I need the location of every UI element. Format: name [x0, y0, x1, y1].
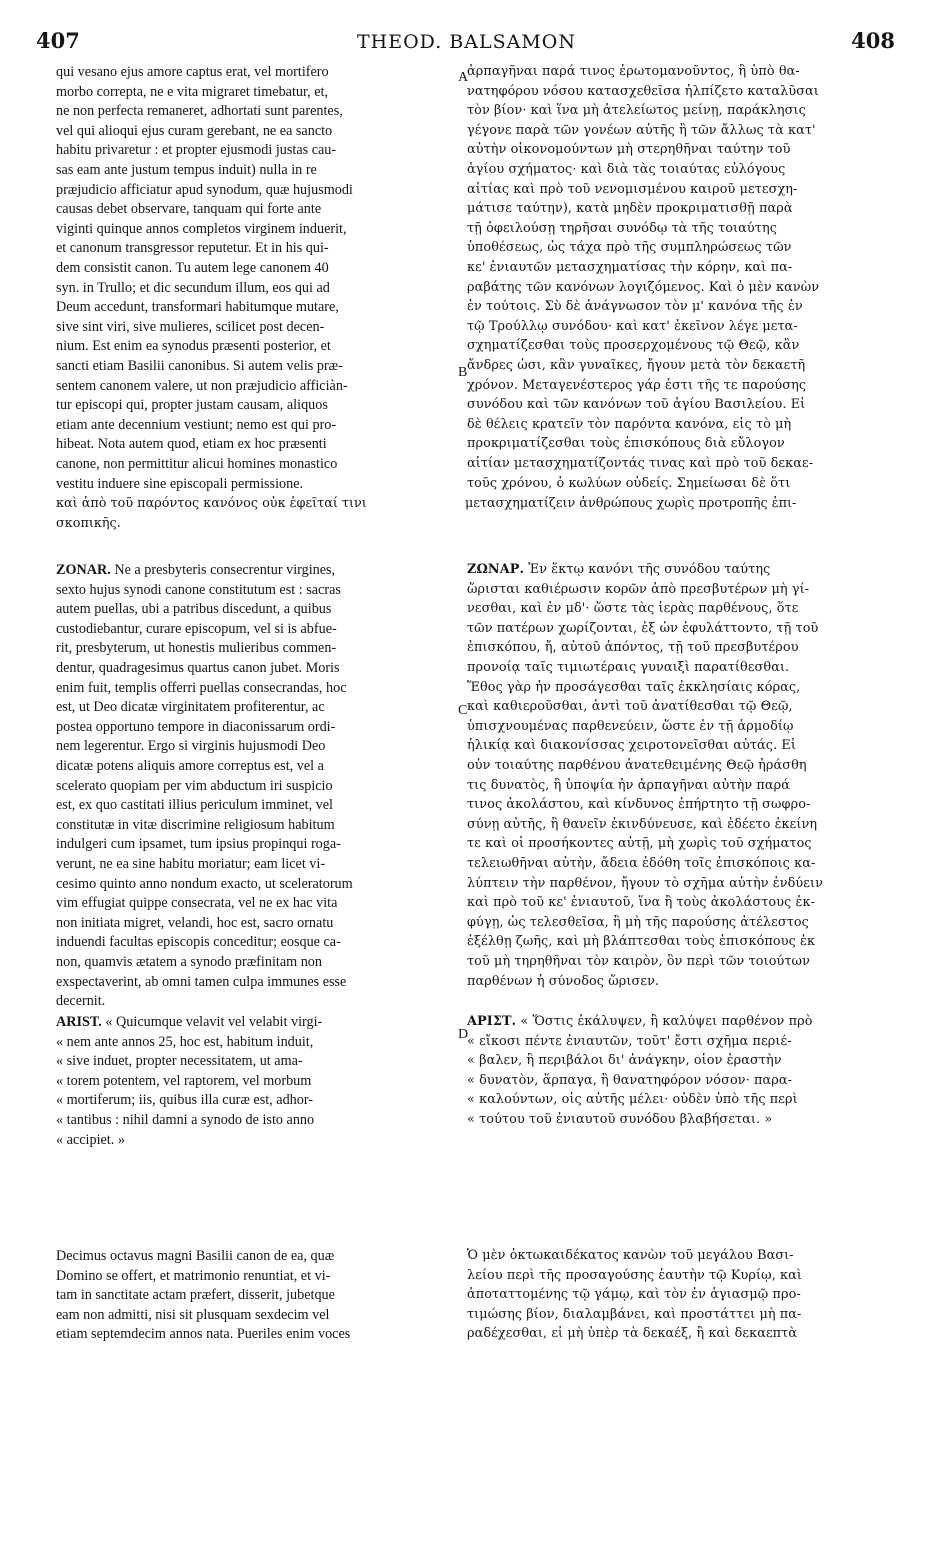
greek-line	[467, 397, 895, 413]
section-label: ΖΩΝΑΡ.	[467, 562, 525, 577]
text-line: Decimus octavus magni Basilii canon de ea, quæ	[56, 1248, 335, 1264]
zonar-greek-line	[467, 680, 895, 696]
text-line: tam in sanctitate actam præfert, disserit, jubetque	[56, 1287, 335, 1304]
zonar-greek-line	[467, 817, 895, 833]
text-line: sexto hujus synodi canone constitutum est : sacras	[56, 581, 341, 598]
zonar-latin-line	[56, 778, 458, 794]
zonar-latin-line	[56, 974, 458, 990]
text-line: scelerato quopiam per vim abductum iri suspicio	[56, 777, 333, 794]
arist-greek-line	[467, 1034, 895, 1050]
latin-line	[56, 338, 458, 354]
greek-line	[467, 417, 895, 433]
text-line: « sive induet, propter necessitatem, ut ama-	[56, 1053, 303, 1070]
text-line: custodiebantur, curare episcopum, vel si is abfue-	[56, 620, 337, 637]
text-line: vel qui alioqui ejus curam gerebant, ne ea sancto	[56, 122, 333, 139]
decimus-latin-line	[56, 1268, 458, 1284]
arist-greek-line	[467, 1073, 895, 1089]
greek-line	[467, 280, 895, 296]
text-line: αἰτίαν μετασχηματίζοντάς τινας καὶ πρὸ τοῦ δεκαε-	[467, 456, 814, 471]
text-line: λείου περὶ τῆς προσαγούσης ἑαυτὴν τῷ Κυρίῳ, καὶ	[467, 1267, 802, 1283]
section-label: ZONAR.	[56, 562, 111, 578]
zonar-latin-line	[56, 621, 458, 637]
text-line: ὥρισται καθιέρωσιν κορῶν ἀπὸ πρεσβυτέρων μὴ γί-	[467, 581, 810, 597]
text-line: τινος ἀκολάστου, καὶ κίνδυνος ἐπήρτητο τῇ σωφρο-	[467, 797, 811, 813]
text-line: Ὁ μὲν ὀκτωκαιδέκατος κανὼν τοῦ μεγάλου Βασι-	[467, 1248, 794, 1263]
latin-line	[56, 397, 458, 413]
running-title: THEOD. BALSAMON	[356, 31, 577, 53]
zonar-greek-line	[467, 582, 895, 598]
zonar-greek-line	[467, 562, 895, 578]
zonar-greek-line	[467, 934, 895, 950]
zonar-latin-line	[56, 856, 458, 872]
text-line: sancti etiam Basilii canonibus. Si autem velis præ-	[56, 358, 343, 374]
latin-line	[56, 103, 458, 119]
zonar-latin-line	[56, 934, 458, 950]
latin-line	[56, 417, 458, 433]
text-line: ἁρπαγῆναι παρά τινος ἐρωτομανοῦντος, ἢ ὑπὸ θα-	[467, 64, 800, 79]
text-line: καὶ πρὸ τοῦ κε' ἐνιαυτοῦ, ἵνα ἢ τοὺς ἀκολάστους ἐκ-	[467, 895, 816, 911]
text-line: viginti quinque annos completos virginem induerit,	[56, 220, 347, 237]
latin-line	[56, 182, 458, 198]
text-line: νεσθαι, καὶ ἐν μδ'· ὥστε τὰς ἱερὰς παρθένους, ὅτε	[467, 601, 799, 617]
arist-latin-line	[56, 1014, 458, 1030]
zonar-greek-line	[467, 974, 895, 990]
text-line: μάτισε ταύτην), κατὰ μηδὲν προκριματισθῇ παρὰ	[467, 201, 793, 217]
full-width-line-right: μετασχηματίζειν ἀνθρώπους χωρὶς προτροπῆς ἐπι-	[465, 496, 797, 511]
text-line: induendi facultas episcopis conceditur; eosque ca-	[56, 934, 341, 951]
arist-latin-line	[56, 1112, 458, 1128]
text-line: exspectaverint, ab omni tamen culpa immunes esse	[56, 973, 347, 990]
text-line: προνοίᾳ ταῖς τιμιωτέραις γυναιξὶ παρατίθεσθαι.	[467, 660, 790, 675]
text-line: vestitu induere sine episcopali permissione.	[56, 475, 304, 492]
text-line: non initiata migret, velandi, hoc est, sacro ornatu	[56, 914, 334, 931]
text-line: cesimo quinto anno nondum exacto, ut sceleratorum	[56, 875, 353, 892]
text-line: τοῦς χρόνου, ὁ κωλύων οὐδείς. Σημείωσαι δὲ ὅτι	[467, 475, 791, 491]
text-line: Domino se offert, et matrimonio renuntiat, et vi-	[56, 1267, 331, 1284]
text-line: κε' ἐνιαυτῶν μετασχηματίσας τὴν κόρην, καὶ πα-	[467, 260, 793, 275]
text-line: Ἔθος γὰρ ἦν προσάγεσθαι ταῖς ἐκκλησίαις κόρας,	[467, 679, 801, 695]
text-line: « τούτου τοῦ ἐνιαυτοῦ συνόδου βλαβήσεται. »	[467, 1112, 773, 1127]
text-line: τῷ Τρούλλῳ συνόδου· καὶ κατ' ἐκεῖνον λέγε μετα-	[467, 318, 798, 334]
text-line: « δυνατὸν, ἅρπαγα, ἢ θανατηφόρον νόσον· παρα-	[467, 1072, 793, 1088]
latin-line	[56, 221, 458, 237]
text-line: ἐπισκόπου, ἤ, αὐτοῦ ἀπόντος, τῇ τοῦ πρεσβυτέρου	[467, 640, 799, 656]
greek-line	[467, 201, 895, 217]
text-line: « καλούντων, οἷς αὐτῆς μέλει· οὐδὲν ὑπὸ τῆς περὶ	[467, 1092, 798, 1108]
zonar-latin-line	[56, 640, 458, 656]
text-line: σύνῃ αὐτῆς, ἢ θανεῖν ἐκινδύνευσε, καὶ ἐδέετο ἐκείνη	[467, 816, 818, 832]
text-line: constitutæ in vitæ discrimine religiosum habitum	[56, 816, 335, 833]
text-line: ne non perfecta remaneret, adhortati sunt parentes,	[56, 103, 343, 120]
zonar-greek-line	[467, 601, 895, 617]
zonar-latin-line	[56, 738, 458, 754]
zonar-latin-line	[56, 797, 458, 813]
greek-line	[467, 64, 895, 80]
text-line: nium. Est enim ea synodus præsenti posterior, et	[56, 338, 331, 355]
text-line: Ἐν ἕκτῳ κανόνι τῆς συνόδου ταύτης	[528, 562, 771, 577]
zonar-latin-line	[56, 719, 458, 735]
text-line: non, quamvis ætatem a synodo præfinitam non	[56, 954, 322, 970]
zonar-greek-line	[467, 836, 895, 852]
text-line: habitu privaretur : et propter ejusmodi justas cau-	[56, 142, 337, 159]
text-line: verunt, ne ea sine habitu moriatur; eam licet vi-	[56, 856, 326, 872]
margin-letter: D	[458, 1027, 469, 1042]
greek-line	[467, 142, 895, 158]
zonar-latin-line	[56, 699, 458, 715]
decimus-greek-line	[467, 1307, 895, 1323]
zonar-greek-line	[467, 915, 895, 931]
zonar-greek-line	[467, 895, 895, 911]
decimus-greek-line	[467, 1326, 895, 1342]
arist-greek-line	[467, 1014, 895, 1030]
zonar-greek-line	[467, 954, 895, 970]
text-line: sas eam ante justum tempus induit) nulla in re	[56, 162, 317, 178]
zonar-latin-line	[56, 954, 458, 970]
text-line: syn. in Trullo; et dic secundum illum, eos qui ad	[56, 279, 330, 296]
text-line: nem legerentur. Ergo si virginis hujusmodi Deo	[56, 738, 326, 755]
text-line: « accipiet. »	[56, 1131, 125, 1148]
latin-line	[56, 456, 458, 472]
text-line: τις δυνατὸς, ἢ ὑποψία ἦν ἁρπαγῆναι αὐτὴν παρά	[467, 777, 790, 793]
text-line: canone, non permittitur alicui homines monastico	[56, 456, 338, 472]
zonar-latin-line	[56, 836, 458, 852]
latin-line	[56, 358, 458, 374]
full-width-line-left: καὶ ἀπὸ τοῦ παρόντος κανόνος οὐκ ἐφεῖταί τινι	[56, 496, 367, 511]
text-line: δὲ θέλεις κρατεῖν τὸν παρόντα κανόνα, εἰς τὸ μὴ	[467, 416, 792, 432]
text-line: sive sint viri, sive mulieres, scilicet post decen-	[56, 318, 325, 335]
greek-line	[467, 84, 895, 100]
decimus-latin-line	[56, 1307, 458, 1323]
text-line: ἐξέλθῃ ζωῆς, καὶ μὴ βλάπτεσθαι τοὺς ἐπισκόπους ἐκ	[467, 934, 816, 950]
greek-line	[467, 338, 895, 354]
arist-greek-line	[467, 1112, 895, 1128]
text-line: « torem potentem, vel raptorem, vel morbum	[56, 1072, 312, 1089]
text-line: τῇ ὀφειλούσῃ τηρῆσαι συνόδῳ τὰ τῆς τοιαύτης	[467, 220, 778, 236]
zonar-latin-line	[56, 582, 458, 598]
text-line: ἐν τούτοις. Σὺ δὲ ἀνάγνωσον τὸν μ' κανόνα τῆς ἐν	[467, 299, 803, 315]
text-line: Ne a presbyteris consecrentur virgines,	[114, 562, 336, 578]
zonar-latin-line	[56, 601, 458, 617]
text-line: τοῦ μὴ τηρηθῆναι τὸν καιρὸν, ὃν περὶ τῶν τοιούτων	[467, 954, 810, 969]
zonar-latin-line	[56, 876, 458, 892]
text-line: etiam ante decennium vestiunt; nemo est qui pro-	[56, 416, 337, 433]
greek-line	[467, 299, 895, 315]
zonar-greek-line	[467, 778, 895, 794]
text-line: παρθένων ἡ σύνοδος ὥρισεν.	[467, 973, 660, 989]
arist-latin-line	[56, 1034, 458, 1050]
latin-line	[56, 378, 458, 394]
arist-greek-line	[467, 1092, 895, 1108]
zonar-latin-line	[56, 817, 458, 833]
text-line: νατηφόρου νόσου κατασχεθεῖσα ἠλπίζετο καταλῦσαι	[467, 83, 819, 99]
text-line: τιμώσης βίον, διαλαμβάνει, καὶ προστάττει μὴ πα-	[467, 1306, 802, 1322]
text-line: ραδέχεσθαι, εἰ μὴ ὑπὲρ τὰ δεκαέξ, ἢ καὶ δεκαεπτὰ	[467, 1326, 798, 1342]
margin-letter: B	[458, 365, 468, 380]
text-line: γέγονε παρὰ τῶν γονέων αὐτῆς ἢ τῶν ἄλλως τὰ κατ'	[467, 122, 816, 138]
arist-latin-line	[56, 1132, 458, 1148]
latin-line	[56, 280, 458, 296]
greek-line	[467, 103, 895, 119]
zonar-greek-line	[467, 856, 895, 872]
arist-latin-line	[56, 1073, 458, 1089]
decimus-greek-line	[467, 1268, 895, 1284]
latin-line	[56, 64, 458, 80]
text-line: decernit.	[56, 993, 106, 1010]
zonar-greek-line	[467, 640, 895, 656]
zonar-greek-line	[467, 621, 895, 637]
zonar-greek-line	[467, 660, 895, 676]
greek-line	[467, 436, 895, 452]
text-line: hibeat. Nota autem quod, etiam ex hoc præsenti	[56, 436, 327, 453]
latin-line	[56, 240, 458, 256]
greek-line	[467, 456, 895, 472]
decimus-greek-line	[467, 1248, 895, 1264]
zonar-latin-line	[56, 915, 458, 931]
text-line: morbo correpta, ne e vita migraret timebatur, et,	[56, 83, 329, 100]
latin-line	[56, 142, 458, 158]
latin-line	[56, 84, 458, 100]
text-line: ὑποθέσεως, ὡς τάχα πρὸ τῆς συμπληρώσεως τῶν	[467, 240, 792, 256]
text-line: causas debet observare, tanquam qui forte ante	[56, 201, 322, 218]
text-line: vim effugiat quippe consecrata, vel ne ex hac vita	[56, 895, 338, 912]
text-line: τὸν βίον· καὶ ἵνα μὴ ἀτελείωτος μείνῃ, παράκλησις	[467, 103, 806, 119]
decimus-greek-line	[467, 1287, 895, 1303]
decimus-latin-line	[56, 1248, 458, 1264]
text-line: ἁγίου σχήματος· καὶ διὰ τὰς τοιαύτας εὐλόγους	[467, 162, 786, 177]
running-header	[30, 28, 903, 58]
text-line: etiam septemdecim annos nata. Pueriles enim voces	[56, 1326, 351, 1343]
text-line: eam non admitti, nisi sit plusquam sexdecim vel	[56, 1306, 330, 1323]
latin-line	[56, 319, 458, 335]
greek-line	[467, 476, 895, 492]
text-line: « Ὅστις ἐκάλυψεν, ἢ καλύψει παρθένον πρὸ	[520, 1014, 813, 1029]
text-line: est, ut Deo dicatæ virginitatem profiterentur, ac	[56, 699, 325, 716]
text-line: τε καὶ οἱ προσήκοντες αὐτῇ, μὴ χωρὶς τοῦ σχήματος	[467, 836, 812, 852]
text-line: καὶ καθιεροῦσθαι, ἀντὶ τοῦ ἀνατίθεσθαι τῷ Θεῷ,	[467, 699, 793, 715]
greek-line	[467, 162, 895, 178]
text-line: tur episcopi qui, propter justam causam, aliquos	[56, 397, 328, 414]
zonar-latin-line	[56, 562, 458, 578]
decimus-latin-line	[56, 1326, 458, 1342]
zonar-greek-line	[467, 758, 895, 774]
greek-line	[467, 123, 895, 139]
page-number-left: 407	[36, 28, 80, 53]
greek-line	[467, 240, 895, 256]
text-line: αἰτίας καὶ πρὸ τοῦ νενομισμένου καιροῦ μετεσχη-	[467, 181, 798, 197]
latin-line	[56, 201, 458, 217]
arist-greek-line	[467, 1053, 895, 1069]
zonar-greek-line	[467, 699, 895, 715]
greek-line	[467, 378, 895, 394]
text-line: φύγῃ, ὡς τελεσθεῖσα, ἢ μὴ τῆς παρούσης ἀτέλεστος	[467, 914, 809, 930]
greek-line	[467, 221, 895, 237]
zonar-latin-line	[56, 993, 458, 1009]
text-line: αὐτὴν οἰκονομούντων μὴ στερηθῆναι ταύτην τοῦ	[467, 142, 791, 158]
arist-latin-line	[56, 1092, 458, 1108]
zonar-latin-line	[56, 758, 458, 774]
text-line: est, ex quo castitati illius periculum imminet, vel	[56, 797, 333, 814]
text-line: dem consistit canon. Tu autem lege canonem 40	[56, 260, 329, 276]
text-line: χρόνον. Μεταγενέστερος γάρ ἐστι τῆς τε παρούσης	[467, 377, 807, 393]
latin-line	[56, 123, 458, 139]
latin-line	[56, 436, 458, 452]
text-line: qui vesano ejus amore captus erat, vel mortifero	[56, 64, 329, 80]
text-line: ἀποταττομένης τῷ γάμῳ, καὶ τὸν ἐν ἁγιασμῷ προ-	[467, 1287, 801, 1303]
zonar-latin-line	[56, 660, 458, 676]
margin-letter: C	[458, 703, 468, 718]
text-line: sentem canonem valere, ut non præjudicio afficiàn-	[56, 377, 348, 394]
text-line: et canonum transgressor reputetur. Et in his qui-	[56, 240, 329, 257]
text-line: dicatæ potens aliquis amore correptus est, vel a	[56, 758, 324, 774]
text-line: ραβάτης τῶν κανόνων λογιζόμενος. Καὶ ὁ μὲν κανὼν	[467, 279, 820, 295]
margin-letter: A	[458, 70, 469, 85]
text-line: τελειωθῆναι αὐτὴν, ἄδεια ἐδόθη τοῖς ἐπισκόποις κα-	[467, 856, 816, 871]
zonar-greek-line	[467, 876, 895, 892]
text-line: οὖν τοιαύτης παρθένου ἀνατεθειμένης Θεῷ ἠράσθη	[467, 758, 807, 773]
text-line: autem puellas, ubi a patribus discedunt, a quibus	[56, 601, 332, 618]
greek-line	[467, 319, 895, 335]
text-line: dentur, quadragesimus quartus canon jubet. Moris	[56, 660, 340, 676]
text-line: Deum accedunt, transformari habitumque mutare,	[56, 299, 339, 316]
text-line: ὑπισχνουμένας παρθενεύειν, ὥστε ἐν τῇ ἁρμοδίῳ	[467, 718, 794, 734]
latin-line	[56, 299, 458, 315]
arist-latin-line	[56, 1053, 458, 1069]
text-line: ἄνδρες ὦσι, κἂν γυναῖκες, ἤγουν μετὰ τὸν δεκαετῆ	[467, 358, 806, 373]
latin-line	[56, 162, 458, 178]
latin-line	[56, 476, 458, 492]
text-line: « βαλεν, ἢ περιβάλοι δι' ἀνάγκην, οἷον ἐραστὴν	[467, 1053, 782, 1069]
section-label: ΑΡΙΣΤ.	[467, 1014, 517, 1029]
greek-line	[467, 260, 895, 276]
zonar-greek-line	[467, 797, 895, 813]
text-line: præjudicio afficiatur apud synodum, quæ hujusmodi	[56, 181, 353, 198]
text-line: προκριματίζεσθαι τοὺς ἐπισκόπους διὰ εὔλογον	[467, 436, 785, 452]
text-line: σχηματίζεσθαι τοὺς προσερχομένους τῷ Θεῷ, κἂν	[467, 338, 800, 354]
section-label: ARIST.	[56, 1014, 102, 1030]
latin-line	[56, 260, 458, 276]
text-line: rit, presbyterum, ut honestis mulieribus commen-	[56, 640, 337, 657]
page-number-right: 408	[851, 28, 895, 53]
text-line: indulgeri cum ipsamet, tum ipsius propinqui roga-	[56, 836, 341, 853]
text-line: λύπτειν τὴν παρθένον, ἤγουν τὸ σχῆμα αὐτὴν ἐνδύειν	[467, 875, 824, 891]
full-width-line-cont: σκοπικῆς.	[56, 516, 121, 531]
greek-line	[467, 182, 895, 198]
zonar-latin-line	[56, 680, 458, 696]
text-line: « εἴκοσι πέντε ἐνιαυτῶν, τοῦτ' ἔστι σχῆμα περιέ-	[467, 1033, 792, 1049]
greek-line	[467, 358, 895, 374]
text-line: « nem ante annos 25, hoc est, habitum induit,	[56, 1033, 314, 1050]
text-line: συνόδου καὶ τῶν κανόνων τοῦ ἁγίου Βασιλείου. Εἰ	[467, 397, 806, 413]
text-line: enim fuit, templis offerri puellas consecrandas, hoc	[56, 679, 347, 696]
zonar-greek-line	[467, 738, 895, 754]
text-line: « tantibus : nihil damni a synodo de isto anno	[56, 1112, 315, 1128]
text-line: « mortiferum; iis, quibus illa curæ est, adhor-	[56, 1092, 314, 1109]
decimus-latin-line	[56, 1287, 458, 1303]
text-line: « Quicumque velavit vel velabit virgi-	[105, 1014, 323, 1030]
text-line: τῶν πατέρων χωρίζονται, ἐξ ὧν ἐφυλάττοντο, τῇ τοῦ	[467, 620, 819, 636]
zonar-latin-line	[56, 895, 458, 911]
zonar-greek-line	[467, 719, 895, 735]
text-line: ἡλικίᾳ καὶ διακονίσσας χειροτονεῖσθαι αὐτάς. Εἰ	[467, 738, 796, 754]
text-line: postea opportuno tempore in diaconissarum ordi-	[56, 718, 336, 735]
